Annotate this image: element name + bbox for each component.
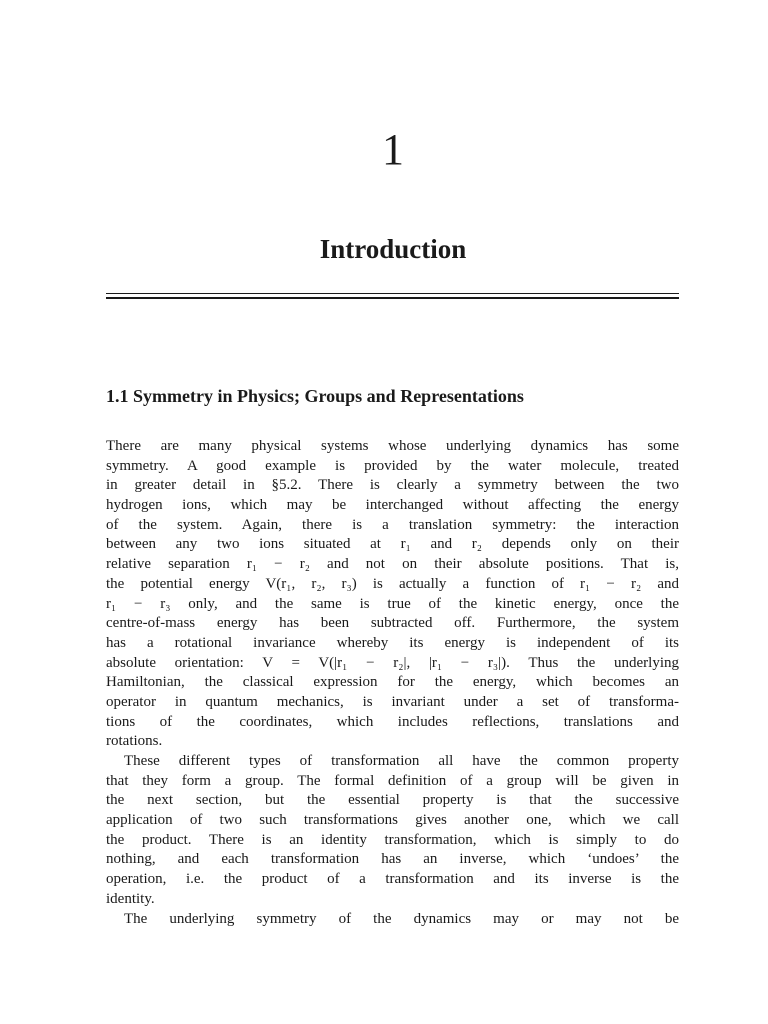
body-line: application of two such transformations gives another one, which we call xyxy=(106,812,679,829)
body-line: The underlying symmetry of the dynamics may or may not be xyxy=(124,910,679,927)
body-line: These different types of transformation all have the common property xyxy=(124,753,679,769)
body-line: relative separation r₁ − r₂ and not on their absolute positions. That is, xyxy=(106,556,679,573)
body-line: operation, i.e. the product of a transformation and its inverse is the xyxy=(106,871,679,888)
body-line: There are many physical systems whose underlying dynamics has some xyxy=(106,438,679,454)
body-line: nothing, and each transformation has an inverse, which ‘undoes’ the xyxy=(106,851,679,868)
body-line: symmetry. A good example is provided by the water molecule, treated xyxy=(106,457,679,474)
body-line: r₁ − r₃ only, and the same is true of the kinetic energy, once the xyxy=(106,595,679,612)
body-line: hydrogen ions, which may be interchanged without affecting the energy xyxy=(106,497,679,514)
body-line: rotations. xyxy=(106,733,163,750)
body-line: the next section, but the essential property is that the successive xyxy=(106,792,679,809)
body-line: operator in quantum mechanics, is invariant under a set of transforma- xyxy=(106,693,679,710)
body-line: between any two ions situated at r₁ and r₂ depends only on their xyxy=(106,536,679,553)
body-line: the potential energy V(r₁, r₂, r₃) is actually a function of r₁ − r₂ and xyxy=(106,575,679,592)
section-heading: 1.1 Symmetry in Physics; Groups and Representations xyxy=(106,386,524,406)
body-line: Hamiltonian, the classical expression for the energy, which becomes an xyxy=(106,674,679,691)
chapter-number: 1 xyxy=(382,125,404,174)
body-line: the product. There is an identity transformation, which is simply to do xyxy=(106,831,679,848)
body-line: that they form a group. The formal definition of a group will be given in xyxy=(106,772,679,789)
body-line: in greater detail in §5.2. There is clearly a symmetry between the two xyxy=(106,477,679,494)
body-line: tions of the coordinates, which includes reflections, translations and xyxy=(106,713,679,730)
chapter-title: Introduction xyxy=(319,234,467,264)
body-line: has a rotational invariance whereby its energy is independent of its xyxy=(106,634,679,651)
body-line: identity. xyxy=(106,890,155,907)
body-line: of the system. Again, there is a translation symmetry: the interaction xyxy=(106,516,679,533)
body-text xyxy=(106,437,679,929)
body-line: absolute orientation: V = V(|r₁ − r₂|, |r₁ − r₃|). Thus the underlying xyxy=(106,654,679,671)
body-line: centre-of-mass energy has been subtracted off. Furthermore, the system xyxy=(106,615,679,632)
title-rule-thin xyxy=(106,293,679,294)
title-rule-thick xyxy=(106,297,679,299)
